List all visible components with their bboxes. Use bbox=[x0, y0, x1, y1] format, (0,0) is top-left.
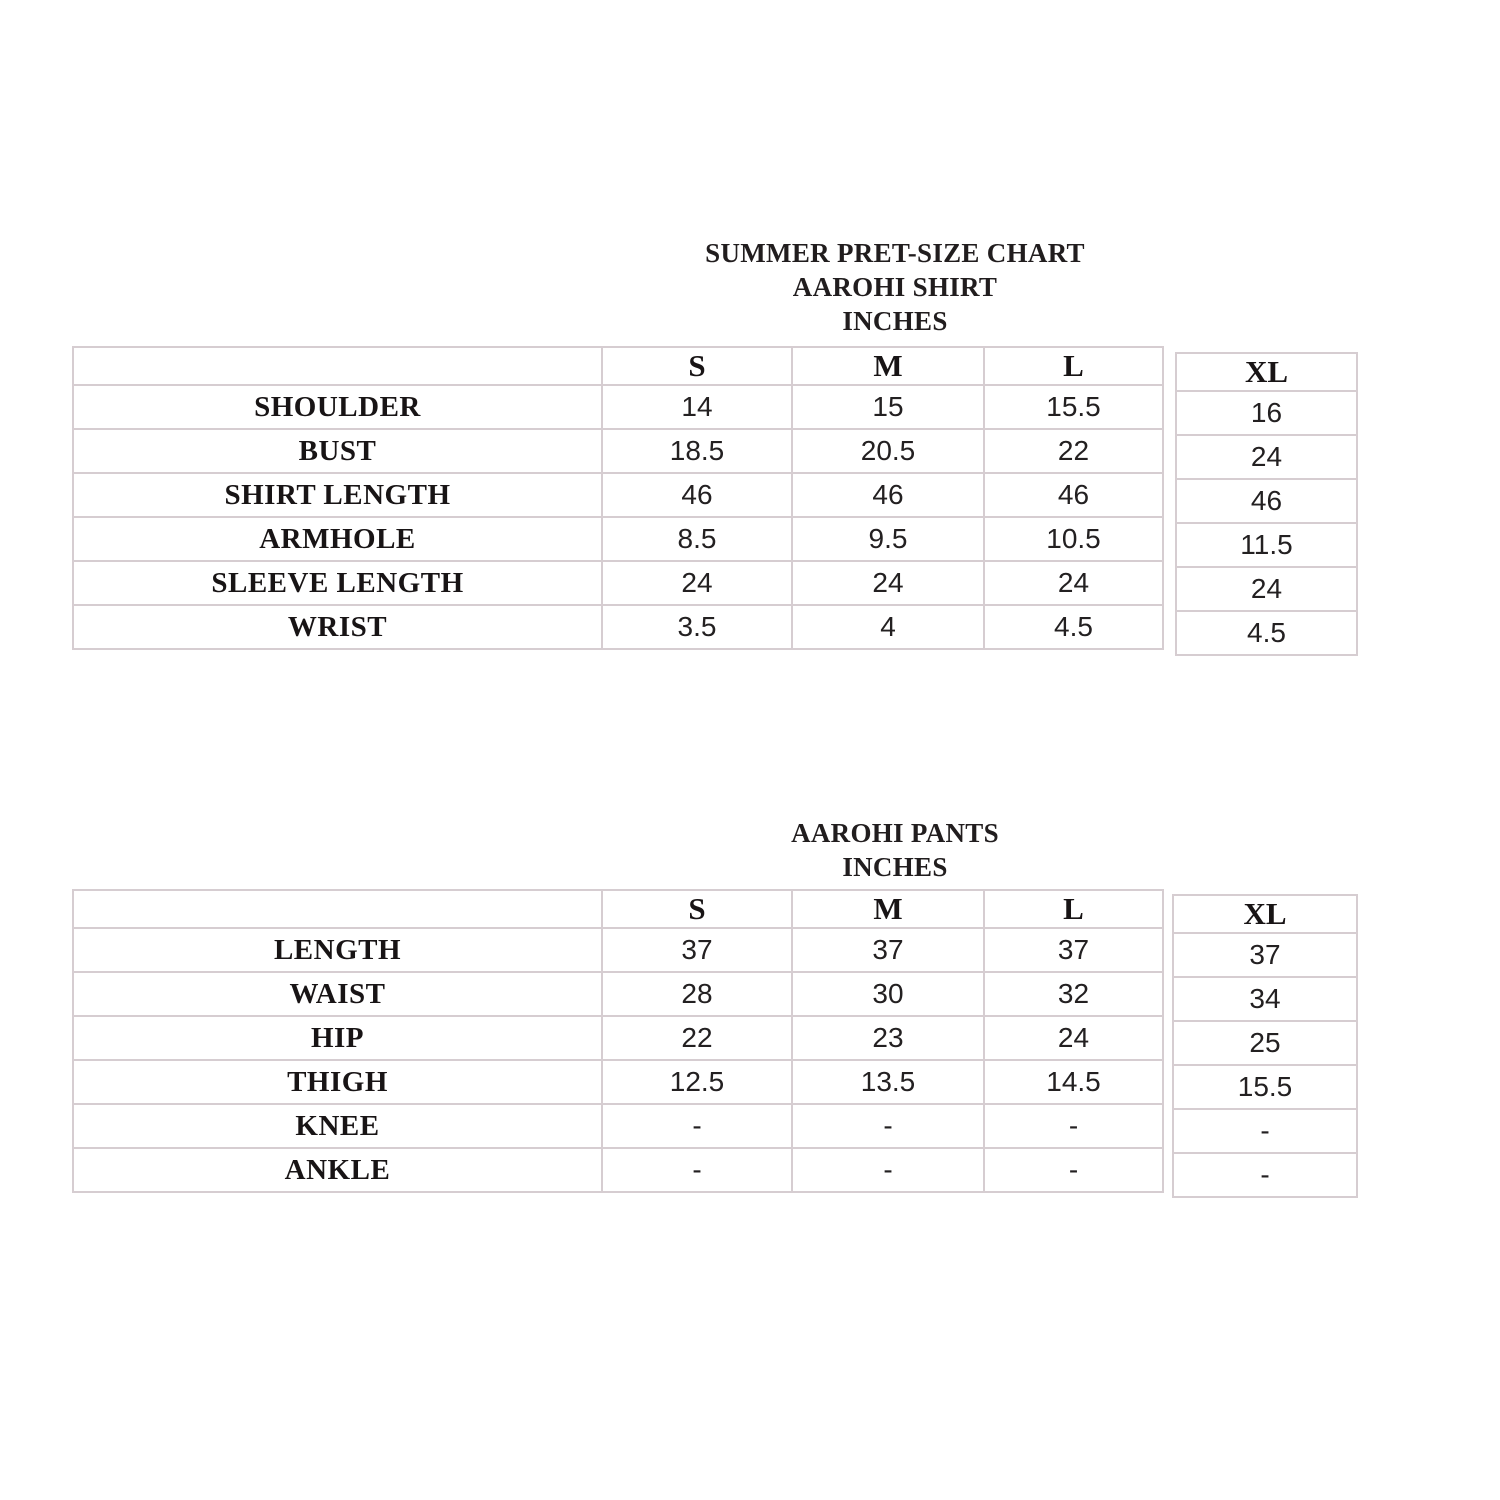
row-label-thigh: THIGH bbox=[73, 1060, 602, 1104]
table-row bbox=[73, 517, 1163, 561]
shirt-header-row bbox=[73, 347, 1163, 385]
shirt-header-row-xl bbox=[1176, 353, 1357, 391]
size-cell: 14 bbox=[602, 385, 792, 429]
pants-header-xl: XL bbox=[1173, 895, 1357, 933]
size-cell: 4.5 bbox=[1176, 611, 1357, 655]
pants-header-row bbox=[73, 890, 1163, 928]
row-label-knee: KNEE bbox=[73, 1104, 602, 1148]
size-cell: 24 bbox=[602, 561, 792, 605]
row-label-shoulder: SHOULDER bbox=[73, 385, 602, 429]
table-row bbox=[73, 1060, 1163, 1104]
shirt-header-m: M bbox=[792, 347, 984, 385]
shirt-chart-title bbox=[545, 236, 1245, 338]
size-cell: 30 bbox=[792, 972, 984, 1016]
pants-header-l: L bbox=[984, 890, 1163, 928]
size-cell: 37 bbox=[984, 928, 1163, 972]
row-label-hip: HIP bbox=[73, 1016, 602, 1060]
pants-title-line-2: INCHES bbox=[842, 852, 948, 882]
row-label-length: LENGTH bbox=[73, 928, 602, 972]
size-cell: 16 bbox=[1176, 391, 1357, 435]
shirt-size-table bbox=[72, 346, 1164, 650]
size-cell: 18.5 bbox=[602, 429, 792, 473]
size-cell: 4 bbox=[792, 605, 984, 649]
size-cell: 4.5 bbox=[984, 605, 1163, 649]
size-cell: 25 bbox=[1173, 1021, 1357, 1065]
size-cell: - bbox=[984, 1148, 1163, 1192]
table-row bbox=[73, 928, 1163, 972]
pants-size-table-xl-column bbox=[1172, 894, 1358, 1198]
size-cell: 37 bbox=[1173, 933, 1357, 977]
size-cell: 46 bbox=[1176, 479, 1357, 523]
table-row bbox=[73, 605, 1163, 649]
shirt-header-xl: XL bbox=[1176, 353, 1357, 391]
shirt-size-table-xl-column bbox=[1175, 352, 1358, 656]
pants-header-m: M bbox=[792, 890, 984, 928]
size-cell: 12.5 bbox=[602, 1060, 792, 1104]
shirt-header-empty-cell bbox=[73, 347, 602, 385]
size-cell: 46 bbox=[602, 473, 792, 517]
size-cell: 23 bbox=[792, 1016, 984, 1060]
row-label-sleeve-length: SLEEVE LENGTH bbox=[73, 561, 602, 605]
size-cell: 11.5 bbox=[1176, 523, 1357, 567]
size-cell: 24 bbox=[984, 561, 1163, 605]
size-cell: 14.5 bbox=[984, 1060, 1163, 1104]
row-label-armhole: ARMHOLE bbox=[73, 517, 602, 561]
row-label-ankle: ANKLE bbox=[73, 1148, 602, 1192]
table-row bbox=[73, 972, 1163, 1016]
pants-chart-title bbox=[545, 816, 1245, 884]
size-cell: 3.5 bbox=[602, 605, 792, 649]
size-cell: - bbox=[792, 1104, 984, 1148]
shirt-title-line-3: INCHES bbox=[842, 306, 948, 336]
size-cell: 24 bbox=[1176, 567, 1357, 611]
size-cell: 15.5 bbox=[1173, 1065, 1357, 1109]
size-cell: 24 bbox=[792, 561, 984, 605]
pants-size-table bbox=[72, 889, 1164, 1193]
row-label-waist: WAIST bbox=[73, 972, 602, 1016]
size-cell: - bbox=[1173, 1109, 1357, 1153]
size-cell: 46 bbox=[984, 473, 1163, 517]
size-cell: 24 bbox=[1176, 435, 1357, 479]
shirt-header-s: S bbox=[602, 347, 792, 385]
table-row bbox=[73, 473, 1163, 517]
shirt-title-line-1: SUMMER PRET-SIZE CHART bbox=[705, 238, 1085, 268]
table-row bbox=[73, 1104, 1163, 1148]
size-cell: - bbox=[984, 1104, 1163, 1148]
row-label-bust: BUST bbox=[73, 429, 602, 473]
size-cell: 37 bbox=[602, 928, 792, 972]
size-cell: 28 bbox=[602, 972, 792, 1016]
size-cell: 46 bbox=[792, 473, 984, 517]
size-cell: 32 bbox=[984, 972, 1163, 1016]
size-cell: 20.5 bbox=[792, 429, 984, 473]
size-cell: 10.5 bbox=[984, 517, 1163, 561]
pants-header-s: S bbox=[602, 890, 792, 928]
table-row bbox=[73, 561, 1163, 605]
pants-header-empty-cell bbox=[73, 890, 602, 928]
size-cell: 37 bbox=[792, 928, 984, 972]
table-row bbox=[73, 1148, 1163, 1192]
row-label-wrist: WRIST bbox=[73, 605, 602, 649]
size-cell: 22 bbox=[602, 1016, 792, 1060]
row-label-shirt-length: SHIRT LENGTH bbox=[73, 473, 602, 517]
size-cell: 8.5 bbox=[602, 517, 792, 561]
shirt-title-line-2: AAROHI SHIRT bbox=[792, 272, 998, 302]
size-cell: 9.5 bbox=[792, 517, 984, 561]
size-cell: 34 bbox=[1173, 977, 1357, 1021]
table-row bbox=[73, 385, 1163, 429]
size-cell: 22 bbox=[984, 429, 1163, 473]
shirt-header-l: L bbox=[984, 347, 1163, 385]
size-cell: - bbox=[792, 1148, 984, 1192]
table-row bbox=[73, 1016, 1163, 1060]
size-cell: - bbox=[602, 1148, 792, 1192]
pants-header-row-xl bbox=[1173, 895, 1357, 933]
table-row bbox=[73, 429, 1163, 473]
size-cell: 13.5 bbox=[792, 1060, 984, 1104]
size-cell: 15.5 bbox=[984, 385, 1163, 429]
size-cell: - bbox=[602, 1104, 792, 1148]
size-cell: 24 bbox=[984, 1016, 1163, 1060]
size-cell: 15 bbox=[792, 385, 984, 429]
pants-title-line-1: AAROHI PANTS bbox=[791, 818, 999, 848]
size-cell: - bbox=[1173, 1153, 1357, 1197]
